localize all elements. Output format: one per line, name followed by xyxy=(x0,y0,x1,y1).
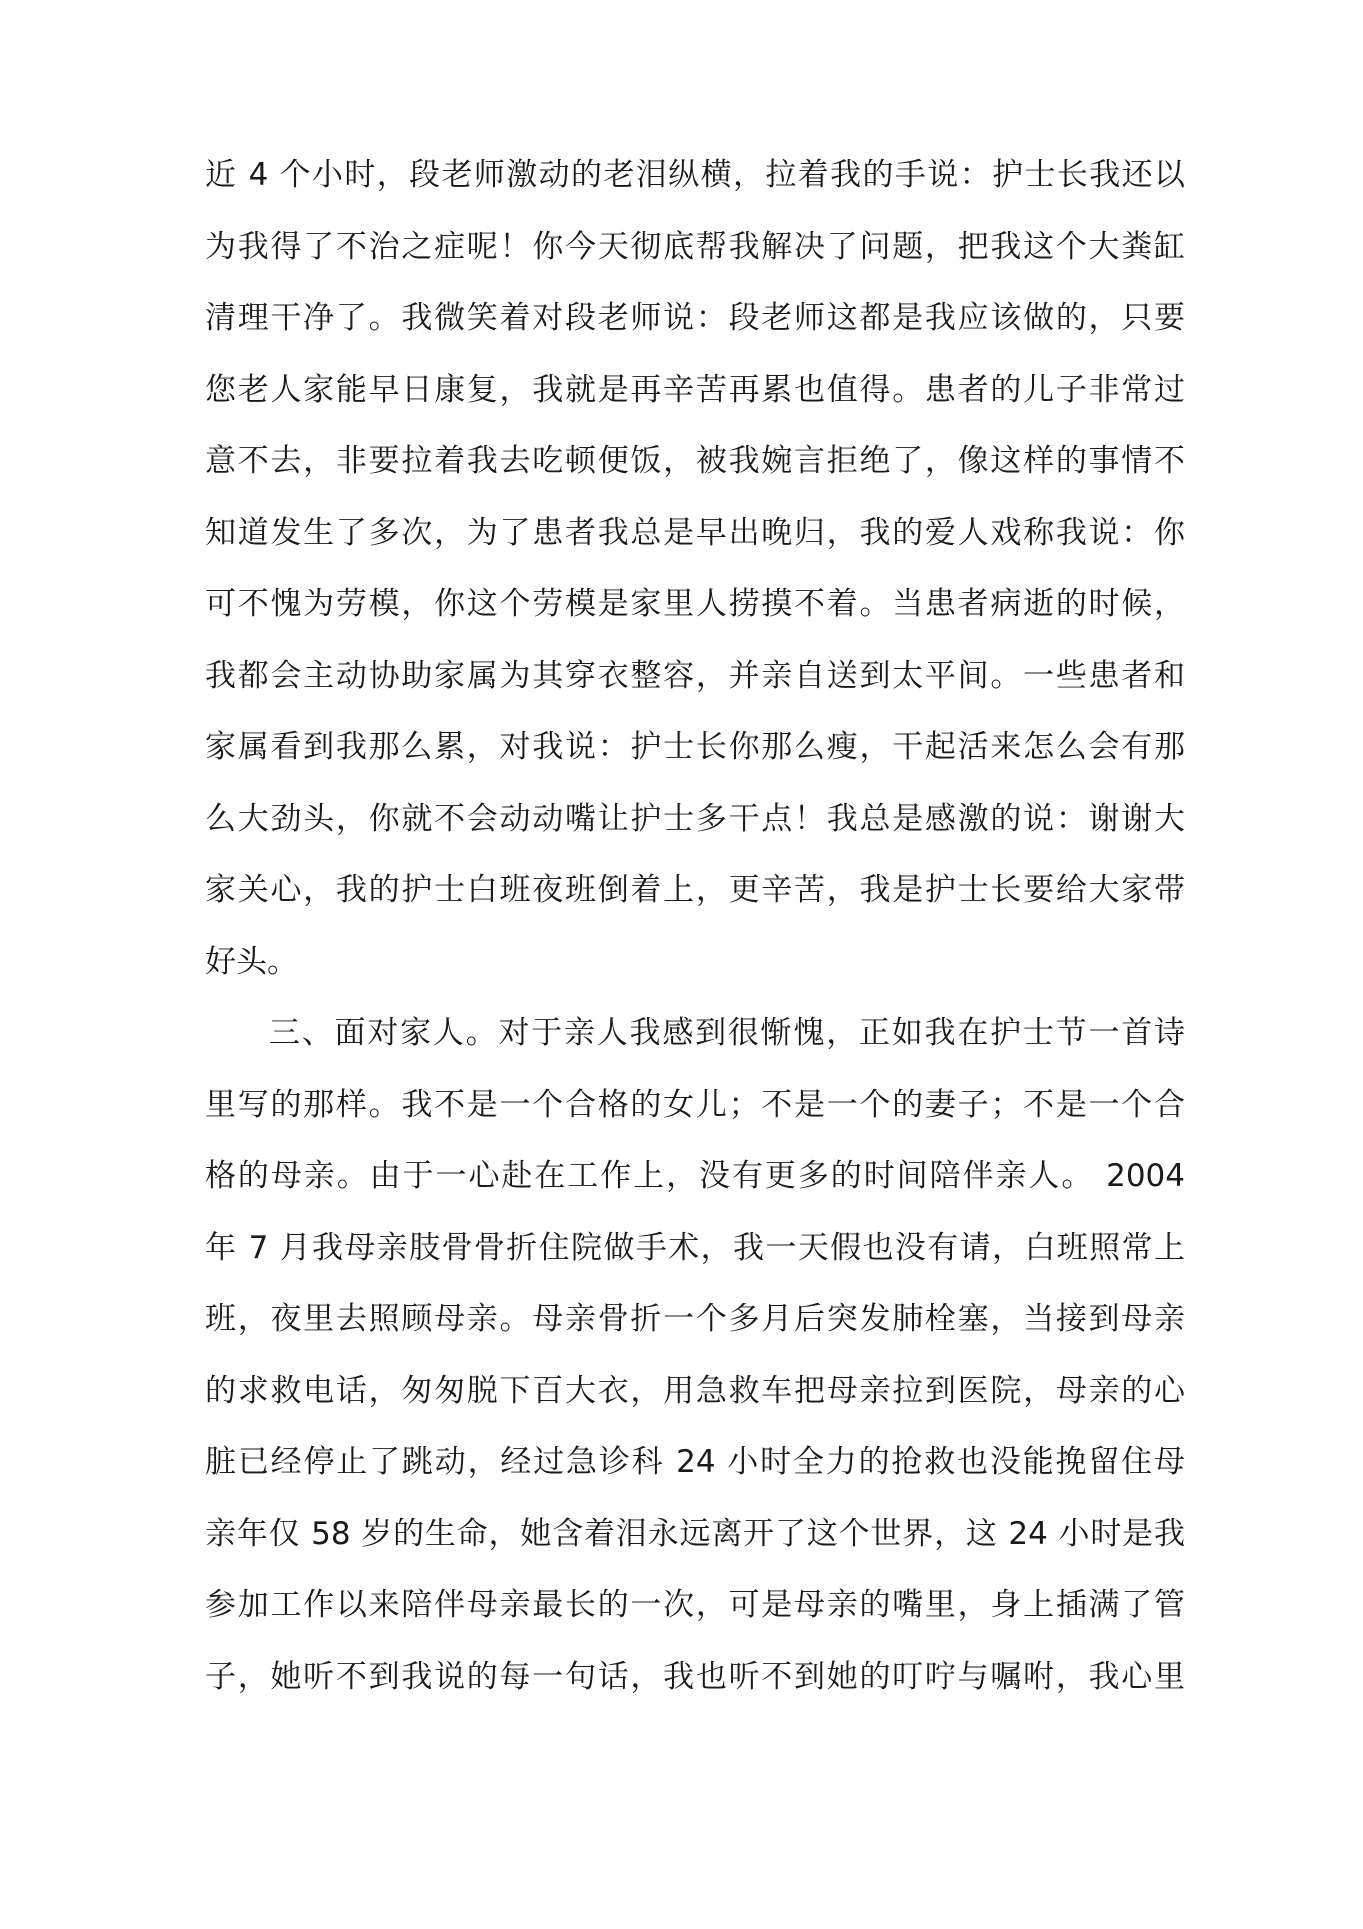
document-body xyxy=(205,140,1185,1713)
text-line: 好头。 xyxy=(205,943,298,980)
text-line: 子，她听不到我说的每一句话，我也听不到她的叮咛与嘱咐，我心里 xyxy=(205,1658,1185,1695)
text-line: 么大劲头，你就不会动动嘴让护士多干点！我总是感激的说：谢谢大 xyxy=(205,800,1185,837)
paragraph-2 xyxy=(205,998,1185,1713)
text-line: 脏已经停止了跳动，经过急诊科 24 小时全力的抢救也没能挽留住母 xyxy=(205,1444,1185,1480)
text-line: 参加工作以来陪伴母亲最长的一次，可是母亲的嘴里，身上插满了管 xyxy=(205,1587,1185,1623)
text-line: 里写的那样。我不是一个合格的女儿；不是一个的妻子；不是一个合 xyxy=(205,1086,1185,1123)
text-line: 亲年仅 58 岁的生命，她含着泪永远离开了这个世界，这 24 小时是我 xyxy=(205,1515,1185,1552)
text-line: 可不愧为劳模，你这个劳模是家里人捞摸不着。当患者病逝的时候， xyxy=(205,586,1185,622)
text-line: 清理干净了。我微笑着对段老师说：段老师这都是我应该做的，只要 xyxy=(205,300,1185,336)
text-line: 近 4 个小时，段老师激动的老泪纵横，拉着我的手说：护士长我还以 xyxy=(205,157,1185,193)
text-line: 家属看到我那么累，对我说：护士长你那么瘦，干起活来怎么会有那 xyxy=(205,729,1185,765)
text-line: 您老人家能早日康复，我就是再辛苦再累也值得。患者的儿子非常过 xyxy=(205,371,1185,408)
text-line: 三、面对家人。对于亲人我感到很惭愧，正如我在护士节一首诗 xyxy=(269,1015,1185,1051)
text-line: 格的母亲。由于一心赴在工作上，没有更多的时间陪伴亲人。 2004 xyxy=(205,1158,1185,1194)
text-line: 我都会主动协助家属为其穿衣整容，并亲自送到太平间。一些患者和 xyxy=(205,657,1185,694)
paragraph-1 xyxy=(205,140,1185,998)
text-line: 知道发生了多次，为了患者我总是早出晚归，我的爱人戏称我说：你 xyxy=(205,514,1185,551)
text-line: 家关心，我的护士白班夜班倒着上，更辛苦，我是护士长要给大家带 xyxy=(205,872,1185,908)
text-line: 班，夜里去照顾母亲。母亲骨折一个多月后突发肺栓塞，当接到母亲 xyxy=(205,1301,1185,1337)
text-line: 年 7 月我母亲肢骨骨折住院做手术，我一天假也没有请，白班照常上 xyxy=(205,1229,1185,1266)
text-line: 意不去，非要拉着我去吃顿便饭，被我婉言拒绝了，像这样的事情不 xyxy=(205,443,1185,479)
text-line: 为我得了不治之症呢！你今天彻底帮我解决了问题，把我这个大粪缸 xyxy=(205,228,1185,265)
text-line: 的求救电话，匆匆脱下百大衣，用急救车把母亲拉到医院，母亲的心 xyxy=(205,1372,1185,1409)
